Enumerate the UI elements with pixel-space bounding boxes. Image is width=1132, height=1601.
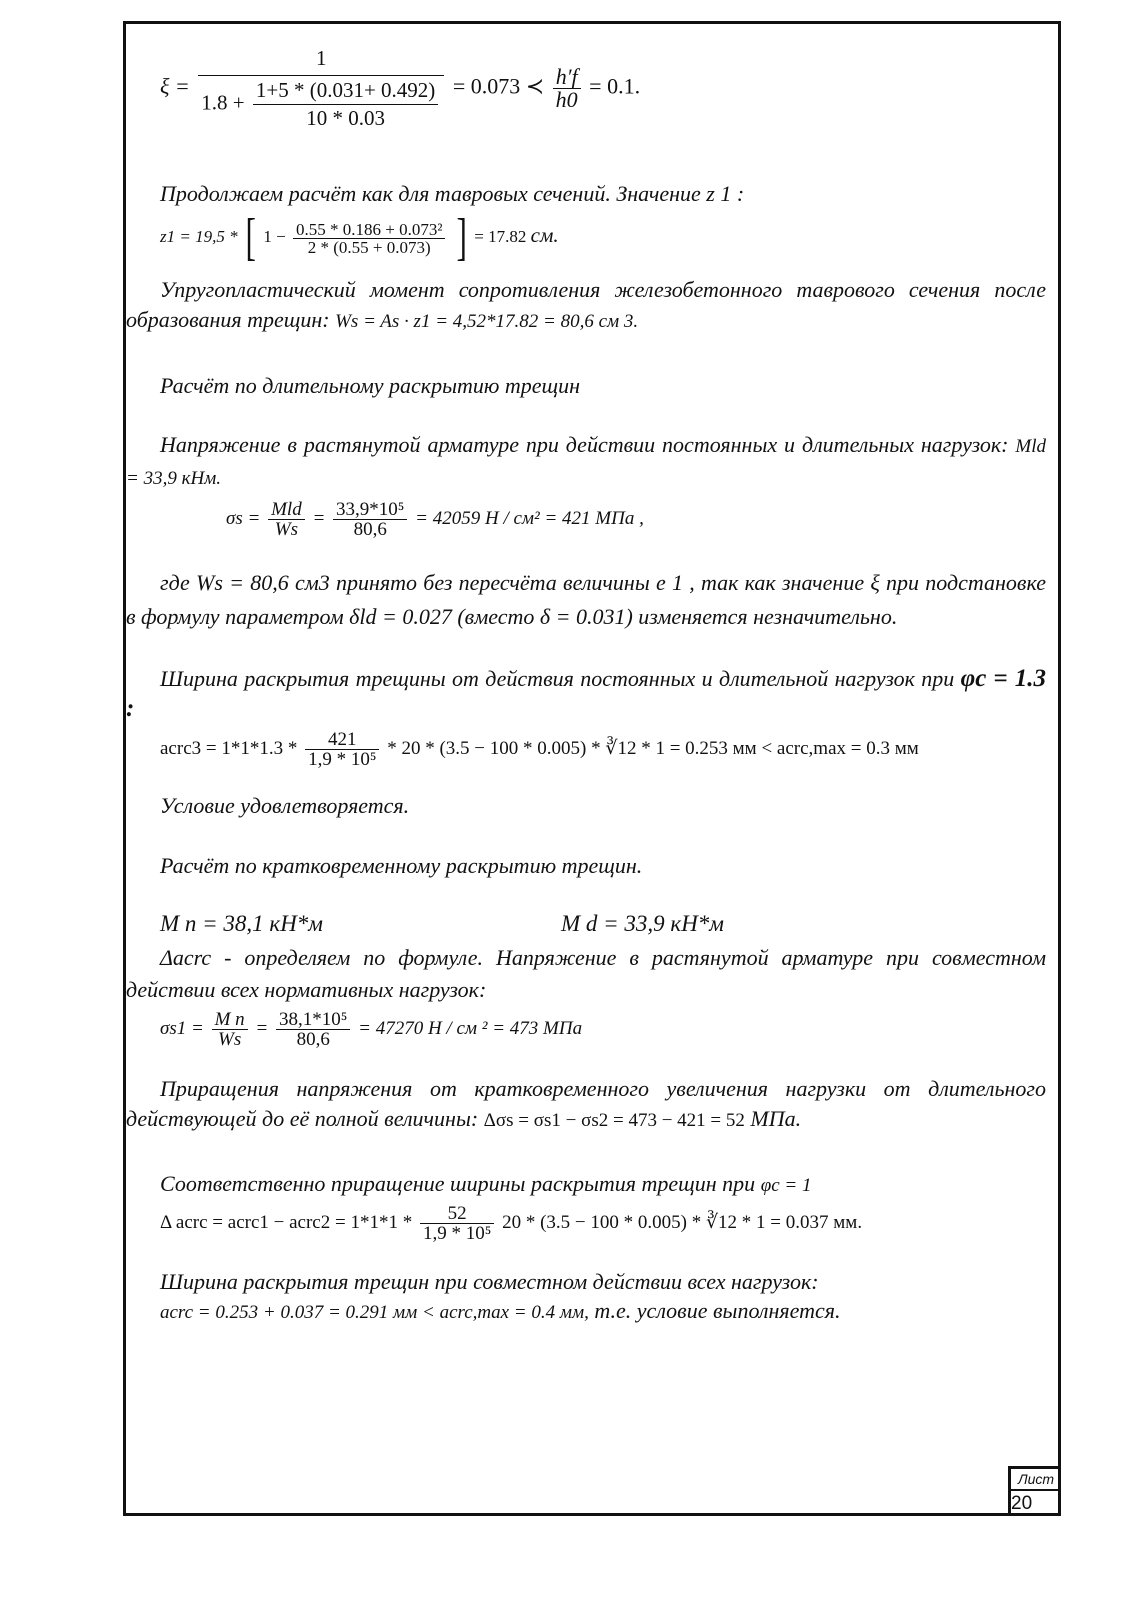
stamp-label: Лист: [1011, 1469, 1061, 1491]
sigma-s1-f2-den: 80,6: [296, 1029, 330, 1050]
z1-bracket-close: ]: [456, 209, 467, 266]
sigma-s-f1-num: Mld: [268, 500, 305, 520]
equation-z1: [160, 209, 559, 266]
moment-mn: M n = 38,1 кН*м: [160, 911, 323, 936]
z1-bracket-open: [: [245, 209, 256, 266]
final-tail: т.е. условие выполняется.: [594, 1298, 841, 1323]
hf-h0-fraction: [553, 66, 581, 111]
paragraph-where: где Ws = 80,6 см3 принято без пересчёта величины e 1 , так как значение ξ при подстановке в формулу параметром δld = 0.027 (вместо δ = 0.031) изменяется незначительно.: [126, 570, 1046, 629]
sigma-s1-f1-num: M n: [212, 1010, 248, 1030]
condition-satisfied: Условие удовлетворяется.: [160, 793, 410, 818]
acrc3-den: 1,9 * 10⁵: [308, 749, 377, 770]
xi-lhs: ξ =: [160, 73, 190, 99]
sigma-s1-f2-num: 38,1*10⁵: [276, 1010, 350, 1030]
sigma-s-fraction-1: [268, 500, 305, 539]
increment-text: Приращения напряжения от кратковременного увеличения нагрузки от длительного действующей до её полной величины:: [126, 1076, 1046, 1131]
z1-denominator: 2 * (0.55 + 0.073): [307, 237, 431, 257]
delta-acrc-den: 1,9 * 10⁵: [422, 1223, 492, 1244]
xi-inner-den: 10 * 0.03: [306, 106, 385, 130]
xi-inner-num: 1+5 * (0.031+ 0.492): [253, 80, 438, 105]
moment-formula: Ws = As · z1 = 4,52*17.82 = 80,6 см 3.: [335, 311, 639, 332]
xi-mid: = 0.073 ≺: [452, 73, 545, 99]
delta-acrc-tail: 20 * (3.5 − 100 * 0.005) * ∛12 * 1 = 0.037 мм.: [502, 1211, 863, 1233]
stress-moment: Mld = 33,9 кНм.: [126, 436, 1047, 489]
acrc3-tail: * 20 * (3.5 − 100 * 0.005) * ∛12 * 1 = 0.253 мм < acrc,max = 0.3 мм: [387, 737, 919, 759]
increment-formula: Δσs = σs1 − σs2 = 473 − 421 = 52: [483, 1110, 745, 1131]
z1-rhs: = 17.82: [474, 226, 527, 246]
z1-one: 1 −: [263, 226, 286, 246]
sigma-s1-fraction-1: [212, 1010, 248, 1049]
paragraph-accordingly: [160, 1170, 811, 1200]
sigma-s-eq: =: [312, 507, 326, 529]
page-number: 20: [1011, 1493, 1033, 1514]
equation-delta-acrc: [160, 1204, 862, 1243]
sigma-s-f1-den: Ws: [274, 519, 299, 540]
hf: h′f: [553, 66, 581, 89]
accordingly-text: Соответственно приращение ширины раскрытия трещин при: [160, 1171, 756, 1196]
z1-numerator: 0.55 * 0.186 + 0.073²: [293, 221, 445, 239]
stress-text: Напряжение в растянутой арматуре при действии постоянных и длительных нагрузок:: [160, 432, 1009, 457]
sigma-s1-lhs: σs1 =: [160, 1017, 204, 1039]
delta-acrc-fraction: [420, 1204, 494, 1243]
equation-sigma-s1: [160, 1010, 582, 1049]
xi-numerator: 1: [198, 48, 444, 76]
equation-acrc3: [160, 730, 919, 769]
h0: h0: [555, 87, 578, 112]
paragraph-crack-width: [126, 664, 1046, 724]
sigma-s-rhs: = 42059 Н / см² = 421 МПа ,: [415, 507, 644, 529]
heading-short-term: Расчёт по кратковременному раскрытию трещин.: [160, 853, 643, 878]
phi-c-value: φc = 1.3 :: [126, 665, 1047, 722]
z1-lhs: z1 = 19,5 *: [160, 226, 238, 246]
sigma-s1-eq: =: [255, 1017, 269, 1039]
moment-text: Упругопластический момент сопротивления железобетонного таврового сечения после образования трещин:: [126, 277, 1046, 332]
sigma-s-lhs: σs =: [226, 507, 261, 529]
sigma-s-f2-den: 80,6: [353, 519, 387, 540]
paragraph-continue: Продолжаем расчёт как для тавровых сечений. Значение z 1 :: [160, 181, 745, 206]
sigma-s1-fraction-2: [276, 1010, 350, 1049]
sheet-stamp: [1008, 1466, 1061, 1516]
xi-inner-fraction: [253, 80, 438, 129]
paragraph-total-width: Ширина раскрытия трещин при совместном действии всех нагрузок:: [160, 1269, 819, 1294]
increment-unit: МПа.: [750, 1106, 802, 1131]
delta-acrc-lhs: Δ acrc = acrc1 − acrc2 = 1*1*1 *: [160, 1211, 413, 1233]
sigma-s-fraction-2: [333, 500, 407, 539]
xi-den-head: 1.8 +: [201, 90, 245, 115]
xi-denominator: [198, 76, 444, 129]
z1-unit: см.: [530, 222, 559, 247]
paragraph-increment: [126, 1074, 1046, 1136]
paragraph-moment: [126, 275, 1046, 337]
paragraph-delta: Δacrc - определяем по формуле. Напряжение в растянутой арматуре при совместном действии всех нормативных нагрузок:: [126, 945, 1046, 1002]
xi-rhs: = 0.1.: [589, 73, 641, 99]
z1-fraction: [293, 221, 445, 256]
acrc3-lhs: acrc3 = 1*1*1.3 *: [160, 737, 298, 759]
final-formula: acrc = 0.253 + 0.037 = 0.291 мм < acrc,max = 0.4 мм,: [160, 1302, 589, 1323]
paragraph-stress: [126, 430, 1046, 494]
equation-sigma-s: [226, 500, 644, 539]
equation-xi: [160, 48, 640, 129]
sigma-s1-f1-den: Ws: [218, 1029, 242, 1050]
crack-width-text: Ширина раскрытия трещины от действия постоянных и длительной нагрузок при: [160, 666, 955, 691]
delta-acrc-num: 52: [420, 1204, 494, 1224]
sigma-s-f2-num: 33,9*10⁵: [333, 500, 407, 520]
acrc3-num: 421: [305, 730, 379, 750]
moment-md: M d = 33,9 кН*м: [561, 911, 724, 936]
acrc3-fraction: [305, 730, 379, 769]
sigma-s1-rhs: = 47270 Н / см ² = 473 МПа: [358, 1017, 583, 1039]
phi-c-1: φc = 1: [760, 1175, 812, 1196]
xi-fraction: [198, 48, 444, 129]
paragraph-final: [160, 1297, 841, 1327]
heading-long-term: Расчёт по длительному раскрытию трещин: [160, 373, 581, 398]
